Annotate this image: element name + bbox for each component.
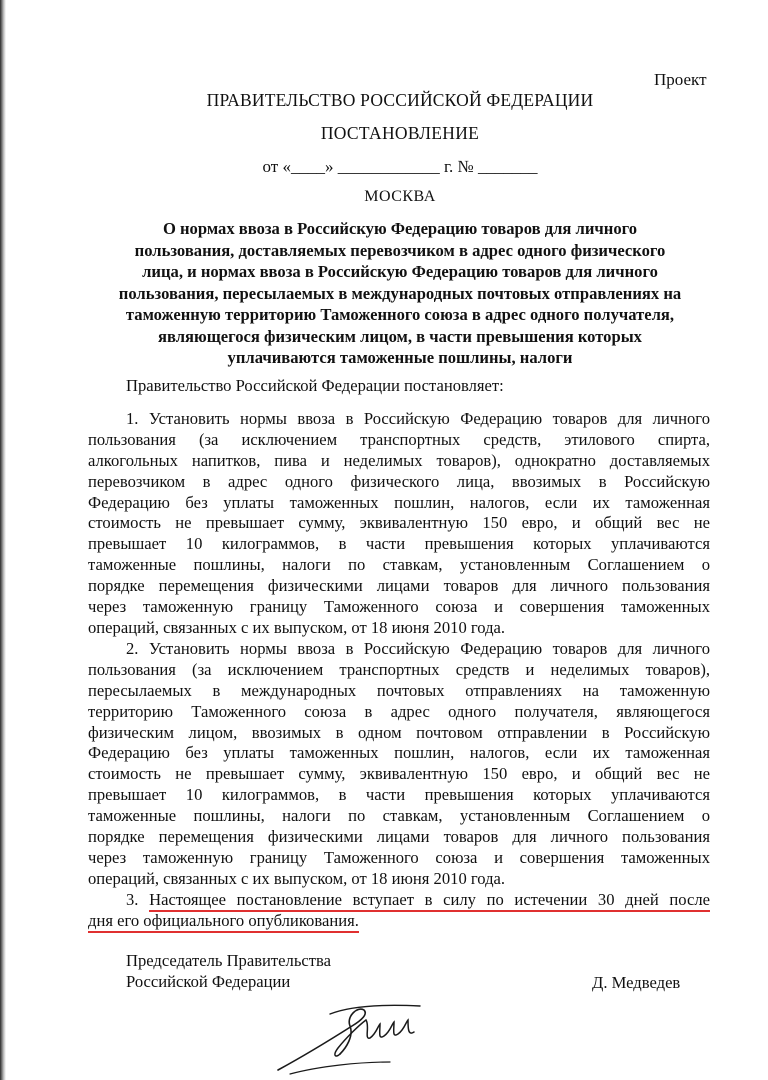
clause-1-line: Федерацию без уплаты таможенных пошлин, налогов, если их таможенная	[88, 492, 710, 512]
clause-1-line: пользования (за исключением транспортных средств, этилового спирта,	[88, 429, 710, 449]
title-line: таможенную территорию Таможенного союза в адрес одного получателя,	[125, 305, 675, 324]
clause-2-line: таможенные пошлины, налоги по ставкам, установленным Соглашением о	[88, 806, 710, 826]
clause-3-number: 3.	[126, 889, 139, 909]
position-line-2: Российской Федерации	[126, 972, 291, 991]
handwritten-signature-icon	[270, 996, 440, 1080]
clause-3-highlight-end: дня его официального опубликования.	[88, 911, 359, 933]
clause-2-line: через таможенную границу Таможенного союза и совершения таможенных	[88, 847, 710, 867]
title-line: являющегося физическим лицом, в части превышения которых	[158, 326, 642, 346]
clause-3-line-2	[88, 911, 710, 932]
clause-1-line: превышает 10 килограммов, в части превышения которых уплачиваются	[88, 534, 710, 554]
clause-3-highlight: Настоящее постановление вступает в силу по истечении 30 дней после	[149, 890, 710, 912]
title-line: пользования, пересылаемых в международных почтовых отправлениях на	[118, 283, 682, 303]
date-number-line: от «____» ____________ г. № _______	[262, 157, 538, 176]
clause-1-line: через таможенную границу Таможенного союза и совершения таможенных	[88, 597, 710, 617]
decree-line: Правительство Российской Федерации постановляет:	[126, 376, 504, 395]
document-type-heading: ПОСТАНОВЛЕНИЕ	[320, 123, 480, 143]
clause-3-line-1	[88, 890, 710, 911]
title-line: лица, и нормах ввоза в Российскую Федерацию товаров для личного	[142, 262, 658, 281]
signer-name: Д. Медведев	[592, 973, 681, 992]
title-line: О нормах ввоза в Российскую Федерацию товаров для личного	[162, 219, 638, 238]
clause-1-line: алкогольных напитков, пива и неделимых товаров), однократно доставляемых	[88, 450, 710, 470]
clause-2-line: порядке перемещения физическими лицами товаров для личного пользования	[88, 827, 710, 847]
document-title	[90, 218, 710, 369]
clause-2-line: территорию Таможенного союза в адрес одного получателя, являющегося	[88, 701, 710, 721]
title-line: пользования, доставляемых перевозчиком в адрес одного физического	[134, 240, 666, 260]
clause-2-line: стоимость не превышает сумму, эквивалентную 150 евро, и общий вес не	[88, 764, 710, 784]
clause-2	[88, 639, 710, 890]
clause-1-line: порядке перемещения физическими лицами товаров для личного пользования	[88, 576, 710, 596]
clause-2-line: превышает 10 килограммов, в части превышения которых уплачиваются	[88, 785, 710, 805]
clause-2-line: пользования (за исключением транспортных средств и неделимых товаров),	[88, 659, 710, 679]
clause-1-line: стоимость не превышает сумму, эквивалентную 150 евро, и общий вес не	[88, 513, 710, 533]
clause-2-line: Федерацию без уплаты таможенных пошлин, налогов, если их таможенная	[88, 743, 710, 763]
clause-2-line: 2. Установить нормы ввоза в Российскую Федерацию товаров для личного	[126, 638, 710, 658]
government-heading: ПРАВИТЕЛЬСТВО РОССИЙСКОЙ ФЕДЕРАЦИИ	[206, 90, 594, 110]
clause-2-line: физическим лицом, ввозимых в одном почтовом отправлении в Российскую	[88, 722, 710, 742]
signatory-position	[126, 950, 331, 992]
clause-2-line: операций, связанных с их выпуском, от 18 июня 2010 года.	[88, 868, 506, 888]
clause-2-line: пересылаемых в международных почтовых отправлениях на таможенную	[88, 680, 710, 700]
clause-1-line: перевозчиком в адрес одного физического лица, ввозимых в Российскую	[88, 471, 710, 491]
clause-1-line: операций, связанных с их выпуском, от 18 июня 2010 года.	[88, 617, 506, 637]
project-label: Проект	[654, 70, 707, 89]
clause-1	[88, 409, 710, 639]
city-heading: МОСКВА	[364, 188, 436, 205]
clause-1-line: таможенные пошлины, налоги по ставкам, установленным Соглашением о	[88, 555, 710, 575]
position-line-1: Председатель Правительства	[126, 951, 331, 970]
clause-3	[88, 890, 710, 932]
clause-1-line: 1. Установить нормы ввоза в Российскую Федерацию товаров для личного	[126, 408, 710, 428]
document-body	[88, 376, 710, 932]
title-line: уплачиваются таможенные пошлины, налоги	[227, 348, 573, 367]
